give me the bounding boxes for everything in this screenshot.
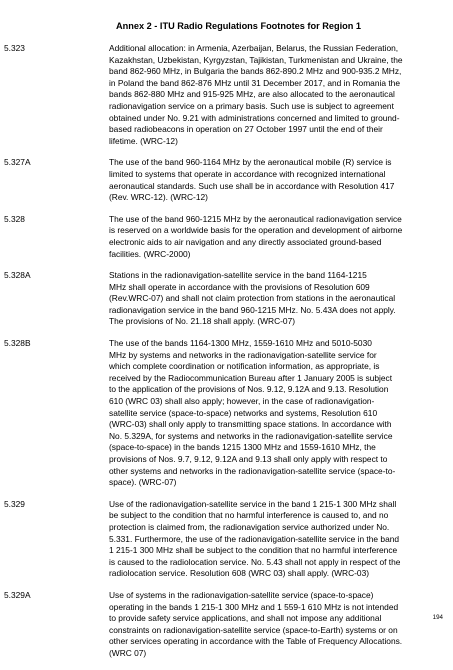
footnote-number: 5.329 [4, 498, 25, 509]
footnote-text: Use of the radionavigation-satellite service in the band 1 215-1 300 MHz shall be subject to the condition that no harmful interference is caused to, and no protection is claimed from, the radionavigation service authorized under No. 5.331. Furthermore, the use of the radionavigation-satellite service in the band 1 215-1 300 MHz shall be subject to the condition that no harmful interference is caused to the radiolocation service. No. 5.43 shall not apply in respect of the radiolocation service. Resolution 608 (WRC 03) shall apply. (WRC-03) [109, 498, 401, 579]
footnote [0, 157, 453, 203]
footnote-number: 5.323 [4, 43, 25, 53]
footnote-number: 5.328 [4, 213, 25, 224]
footnote [0, 214, 453, 260]
page-number: 194 [432, 614, 443, 621]
footnote [0, 270, 453, 328]
page-header: Annex 2 - ITU Radio Regulations Footnotes for Region 1 [116, 21, 362, 31]
footnote [0, 590, 453, 660]
footnote [0, 338, 453, 489]
footnote-text: The use of the band 960-1215 MHz by the aeronautical radionavigation service is reserved on a worldwide basis for the operation and development of airborne electronic aids to air navigation and any directly associated ground-based facilities. (WRC-2000) [109, 213, 403, 259]
footnote-text: Use of systems in the radionavigation-satellite service (space-to-space) operating in the bands 1 215-1 300 MHz and 1 559-1 610 MHz is not intended to provide safety service applications, and shall not impose any additional constraints on radionavigation-satellite service (space-to-Earth) systems or on other services operating in accordance with the Table of Frequency Allocations. (WRC 07) [109, 589, 403, 658]
footnote-number: 5.328B [4, 338, 31, 349]
footnote-number: 5.329A [4, 589, 31, 600]
footnote-text: The use of the band 960-1164 MHz by the aeronautical mobile (R) service is limited to systems that operate in accordance with recognized international aeronautical standards. Such use shall be in accordance with Resolution 417 (Rev. WRC-12). (WRC-12) [109, 157, 395, 203]
footnote-text: The use of the bands 1164-1300 MHz, 1559-1610 MHz and 5010-5030 MHz by systems and networks in the radionavigation-satellite service for which complete coordination or notification information, as appropriate, is received by the Radiocommunication Bureau after 1 January 2005 is subject to the application of the provisions of Nos. 9.12, 9.12A and 9.13. Resolution 610 (WRC 03) shall also apply; however, in the case of radionavigation- satellite service (space-to-space) networks and systems, Resolution 610 (WRC-03) shall only apply to transmitting space stations. In accordance with No. 5.329A, for systems and networks in the radionavigation-satellite service (space-to-space) in the bands 1215 1300 MHz and 1559-1610 MHz, the provisions of Nos. 9.7, 9.12, 9.12A and 9.13 shall only apply with respect to other systems and networks in the radionavigation-satellite service (space-to- space). (WRC-07) [109, 338, 396, 488]
footnote-text: Stations in the radionavigation-satellite service in the band 1164-1215 MHz shall operate in accordance with the provisions of Resolution 609 (Rev.WRC-07) and shall not claim protection from stations in the aeronautical radionavigation service in the band 960-1215 MHz. No. 5.43A does not apply. The provisions of No. 21.18 shall apply. (WRC-07) [109, 270, 396, 327]
footnote [0, 43, 453, 147]
footnote [0, 499, 453, 580]
footnote-list [0, 43, 453, 670]
footnote-text: Additional allocation: in Armenia, Azerbaijan, Belarus, the Russian Federation, Kazakhstan, Uzbekistan, Kyrgyzstan, Tajikistan, Turkmenistan and Ukraine, the band 862-960 MHz, in Bulgaria the bands 862-890.2 MHz and 900-935.2 MHz, in Poland the band 862-876 MHz until 31 December 2017, and in Romania the bands 862-880 MHz and 915-925 MHz, are also allocated to the aeronautical radionavigation service on a primary basis. Such use is subject to agreement obtained under No. 9.21 with administrations concerned and limited to ground- based radiobeacons in operation on 27 October 1997 until the end of their lifetime. (WRC-12) [109, 43, 403, 146]
footnote-number: 5.327A [4, 157, 31, 168]
footnote-number: 5.328A [4, 270, 31, 281]
